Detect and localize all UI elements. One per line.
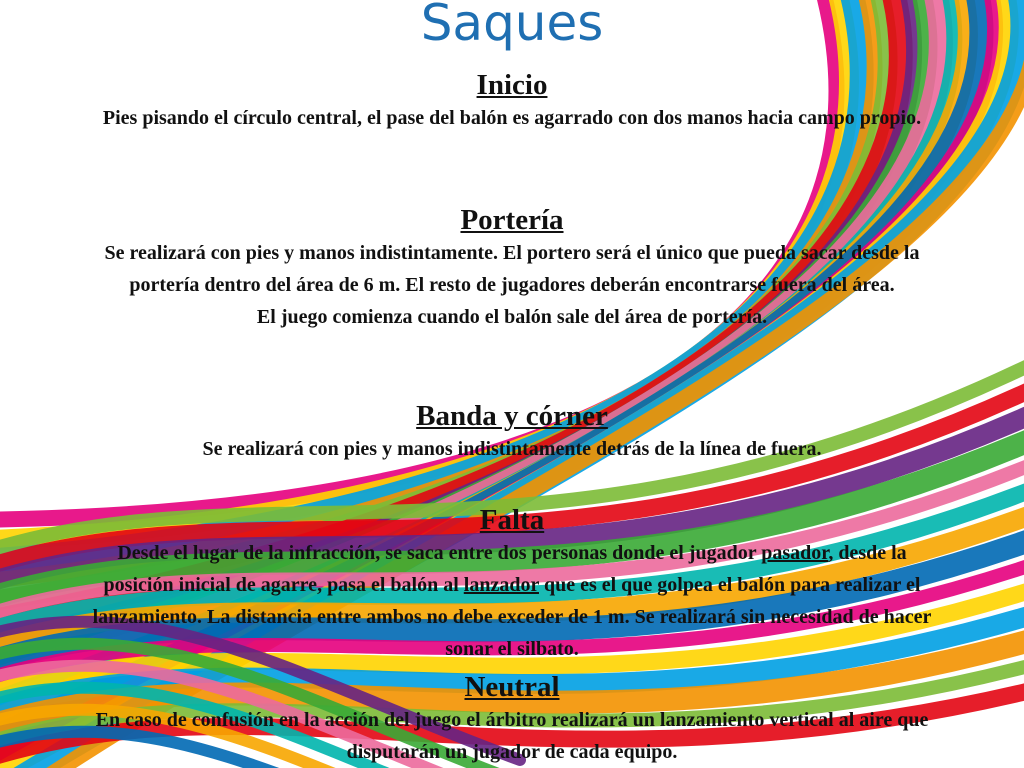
- section-text: En caso de confusión en la acción del juego el árbitro realizará un lanzamiento vertical al aire que disputarán un jugador de cada equipo.: [95, 709, 929, 763]
- section-text: Pies pisando el círculo central, el pase del balón es agarrado con dos manos hacia campo propio.: [102, 107, 922, 129]
- section-heading: Falta: [479, 504, 545, 536]
- section-heading: Inicio: [476, 69, 548, 101]
- section-text: Se realizará con pies y manos indistintamente. El portero será el único que pueda sacar desde la portería dentro del área de 6 m. El resto de jugadores deberán encontrarse fuera del área.: [104, 242, 920, 296]
- text-run: , desde la posición inicial de agarre, pasa el balón al: [103, 542, 907, 596]
- section-heading: Neutral: [464, 671, 560, 703]
- section-inicio: [80, 68, 944, 134]
- section-falta: [80, 503, 944, 665]
- section-porteria: [80, 203, 944, 333]
- section-heading: Banda y córner: [416, 400, 608, 432]
- section-neutral: [80, 670, 944, 768]
- section-text: Se realizará con pies y manos indistintamente detrás de la línea de fuera.: [202, 438, 822, 460]
- section-banda-corner: [80, 399, 944, 465]
- text-run: Desde el lugar de la infracción, se saca entre dos personas donde el jugador: [117, 542, 757, 564]
- text-run: que es el que golpea el balón para realizar el lanzamiento. La distancia entre ambos no debe exceder de 1 m. Se realizará sin necesidad de hacer sonar el silbato.: [92, 574, 932, 660]
- term-pasador: pasador: [761, 542, 829, 564]
- term-lanzador: lanzador: [463, 574, 539, 596]
- section-heading: Portería: [460, 204, 564, 236]
- slide-title: Saques: [420, 0, 604, 52]
- section-text: [80, 537, 944, 665]
- section-text-2: El juego comienza cuando el balón sale del área de portería.: [256, 306, 768, 328]
